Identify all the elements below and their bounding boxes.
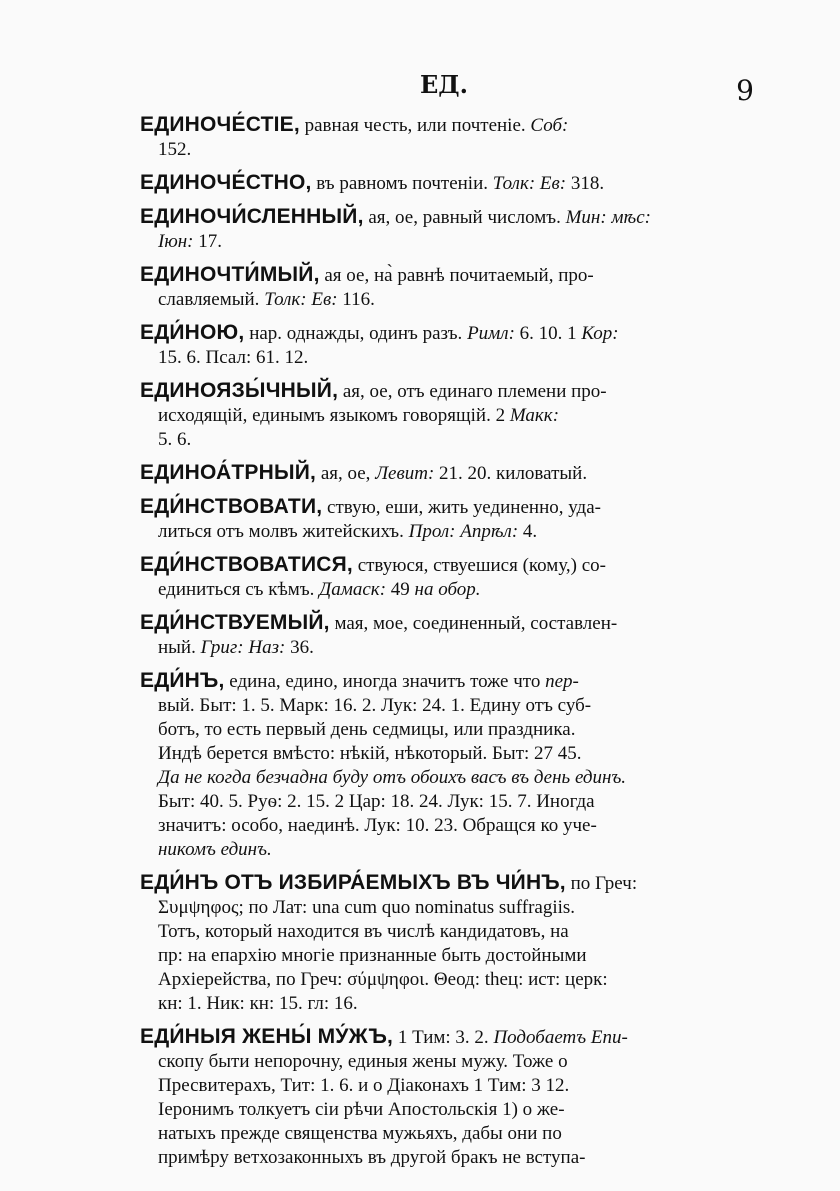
page-header [140,70,760,110]
entry-edinstvovati [140,495,756,544]
source-ref: Григ: Наз: [200,637,286,658]
source-ref: Кор: [581,323,619,344]
definition: нар. однажды, одинъ разъ. [244,323,468,344]
body-line: пр: на епархію многіе признанные быть достойными [158,945,587,966]
ref-tail: 6. 10. 1 [514,323,582,344]
headword: ЕДИНОЧТИ́МЫЙ, [140,263,320,286]
definition-cont: единиться съ кѣмъ. [158,579,320,600]
ref-tail: 17. [193,231,222,252]
headword: ЕДИ́НЪ ОТЪ ИЗБИРА́ЕМЫХЪ ВЪ ЧИ́НЪ, [140,871,566,894]
ref-tail: 116. [337,289,375,310]
running-title: ЕД. [420,70,468,99]
continuation: 152. [158,139,192,160]
source-ref: на обор. [414,579,481,600]
continuation [140,404,756,452]
ref-tail: 318. [566,173,605,194]
body-line: натыхъ прежде священства мужьяхъ, дабы они по [158,1123,562,1144]
body-line: Быт: 40. 5. Руѳ: 2. 15. 2 Цар: 18. 24. Лук: 15. 7. Иногда [158,791,595,812]
continuation [140,520,756,544]
definition: въ равномъ почтеніи. [311,173,493,194]
headword: ЕДИ́НСТВУЕМЫЙ, [140,611,330,634]
headword: ЕДИНОЯЗЫ́ЧНЫЙ, [140,379,339,402]
headword: ЕДИ́НСТВОВАТИСЯ, [140,553,353,576]
entry-edinstvuemy [140,611,756,660]
headword: ЕДИНОЧЕ́СТІЕ, [140,113,300,136]
continuation [140,288,756,312]
body-line: Пресвитерахъ, Тит: 1. 6. и о Діаконахъ 1 Тим: 3 12. [158,1075,570,1096]
continuation [140,1050,756,1170]
body-line: Συμψηφος; по Лат: una cum quo nominatus suffragiis. [158,897,576,918]
page-number: 9 [736,74,754,107]
body-line: Іеронимъ толкуетъ сіи рѣчи Апостольскія 1) о же- [158,1099,565,1120]
ref-tail: 5. 6. [158,429,192,450]
definition-cont: литься отъ молвъ житейскихъ. [158,521,409,542]
entry-edin-ot-izbiraemykh [140,871,756,1016]
body-line: вый. Быт: 1. 5. Марк: 16. 2. Лук: 24. 1. Едину отъ суб- [158,695,592,716]
definition-cont: ный. [158,637,201,658]
definition: ая ое, на̀ равнѣ почитаемый, про- [319,265,594,286]
entry-edinochtimy [140,263,756,312]
definition: едина, едино, иногда значитъ тоже что [224,671,546,692]
definition: ствуюся, ствуешися (кому,) со- [352,555,607,576]
entry-edinyya-zheny-muzh [140,1025,756,1170]
source-ref: Левит: [375,463,435,484]
headword: ЕДИ́НЫЯ ЖЕНЫ́ МУ́ЖЪ, [140,1025,394,1048]
source-ref: пер- [545,671,579,692]
definition-cont: исходящій, единымъ языкомъ говорящій. 2 [158,405,510,426]
headword: ЕДИ́НОЮ, [140,321,245,344]
continuation [140,578,756,602]
continuation [140,636,756,660]
body-line: значитъ: особо, наединѣ. Лук: 10. 23. Обращся ко уче- [158,815,597,836]
definition: ствую, еши, жить уединенно, уда- [322,497,601,518]
source-ref: Толк: Ев: [264,289,338,310]
body-line: ботъ, то есть первый день седмицы, или праздника. [158,719,576,740]
body-line: Тотъ, который находится въ числѣ кандидатовъ, на [158,921,569,942]
source-ref: Прол: Апрѣл: [408,521,519,542]
source-ref: Дамаск: [319,579,387,600]
entry-edinstvovatisya [140,553,756,602]
ref-tail: 21. 20. киловатый. [434,463,588,484]
headword: ЕДИНОЧИ́СЛЕННЫЙ, [140,205,364,228]
source-ref: Римл: [467,323,515,344]
source-ref: Мин: мѣс: [565,207,651,228]
entry-edinochestno [140,171,756,196]
definition-cont: славляемый. [158,289,265,310]
definition: ая, ое, [316,463,376,484]
continuation [140,896,756,1016]
definition: равная честь, или почтеніе. [299,115,531,136]
continuation [140,230,756,254]
ref-tail: 49 [386,579,415,600]
definition: по Греч: [565,873,638,894]
definition: ая, ое, отъ единаго племени про- [338,381,607,402]
source-ref: Толк: Ев: [492,173,567,194]
body-line: Индѣ берется вмѣсто: нѣкій, нѣкоторый. Быт: 27 45. [158,743,582,764]
ref-tail: 4. [518,521,538,542]
entry-edinochestie [140,113,756,162]
headword: ЕДИНОЧЕ́СТНО, [140,171,312,194]
headword: ЕДИ́НСТВОВАТИ, [140,495,323,518]
body-line: кн: 1. Ник: кн: 15. гл: 16. [158,993,358,1014]
body-line: Архіерейства, по Греч: σύμψηφοι. Θеод: thец: ист: церк: [158,969,608,990]
headword: ЕДИНОА́ТРНЫЙ, [140,461,317,484]
body-line: примѣру ветхозаконныхъ въ другой бракъ не вступа- [158,1147,586,1168]
body-line: скопу быти непорочну, единыя жены мужу. Тоже о [158,1051,568,1072]
body-line: никомъ единъ. [158,839,272,860]
definition: 1 Тим: 3. 2. [393,1027,494,1048]
continuation: 15. 6. Псал: 61. 12. [158,347,309,368]
entry-edinoyazychny [140,379,756,452]
entry-edinochislenny [140,205,756,254]
ref-tail: 36. [285,637,314,658]
entry-edinoyu [140,321,756,370]
entry-edin [140,669,756,862]
entry-list [140,113,756,1179]
source-ref: Макк: [509,405,560,426]
headword: ЕДИ́НЪ, [140,669,225,692]
continuation [140,694,756,862]
source-ref: Подобаетъ Епи- [493,1027,628,1048]
entry-edinoatrny [140,461,756,486]
source-ref: Іюн: [158,231,194,252]
source-ref: Соб: [530,115,569,136]
definition: ая, ое, равный числомъ. [363,207,566,228]
body-line: Да не когда безчадна буду отъ обоихъ васъ въ день единъ. [158,767,627,788]
definition: мая, мое, соединенный, составлен- [329,613,618,634]
